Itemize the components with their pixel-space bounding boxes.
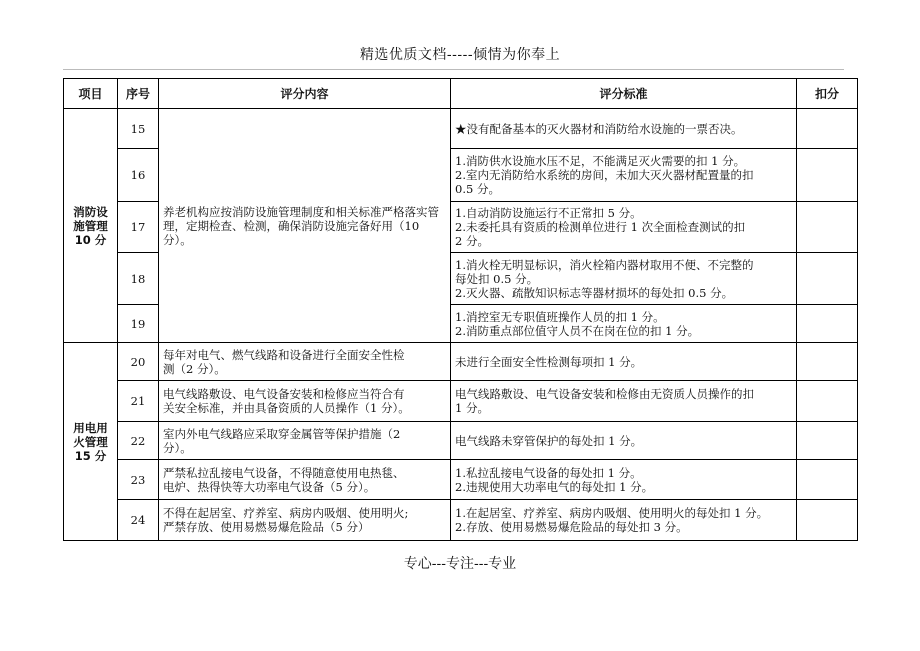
table-row [64, 422, 858, 460]
content-cell: 电气线路敷设、电气设备安装和检修应当符合有 关安全标准，并由具备资质的人员操作（1 分）。 [159, 381, 451, 422]
standard-cell: 1.在起居室、疗养室、病房内吸烟、使用明火的每处扣 1 分。 2.存放、使用易燃易爆危险品的每处扣 3 分。 [451, 500, 797, 541]
deduction-cell[interactable] [797, 422, 858, 460]
header-number: 序号 [118, 79, 159, 109]
header-category: 项目 [64, 79, 118, 109]
header-deduction: 扣分 [797, 79, 858, 109]
deduction-cell[interactable] [797, 202, 858, 253]
standard-cell: 1.自动消防设施运行不正常扣 5 分。 2.未委托具有资质的检测单位进行 1 次全面检查测试的扣 2 分。 [451, 202, 797, 253]
row-number: 24 [118, 500, 159, 541]
deduction-cell[interactable] [797, 305, 858, 343]
scoring-table [63, 78, 858, 541]
category-cell-electricity: 用电用 火管理 15 分 [64, 343, 118, 541]
page-header: 精选优质文档-----倾情为你奉上 [359, 47, 561, 63]
table-row [64, 500, 858, 541]
deduction-cell[interactable] [797, 149, 858, 202]
deduction-cell[interactable] [797, 343, 858, 381]
row-number: 20 [118, 343, 159, 381]
table-row [64, 343, 858, 381]
deduction-cell[interactable] [797, 500, 858, 541]
header-standard: 评分标准 [451, 79, 797, 109]
deduction-cell[interactable] [797, 381, 858, 422]
row-number: 16 [118, 149, 159, 202]
deduction-cell[interactable] [797, 109, 858, 149]
row-number: 21 [118, 381, 159, 422]
row-number: 18 [118, 253, 159, 305]
header-content: 评分内容 [159, 79, 451, 109]
standard-cell: 电气线路敷设、电气设备安装和检修由无资质人员操作的扣 1 分。 [451, 381, 797, 422]
table-row [64, 460, 858, 500]
header-rule [63, 69, 844, 70]
standard-cell: 电气线路未穿管保护的每处扣 1 分。 [451, 422, 797, 460]
content-cell: 不得在起居室、疗养室、病房内吸烟、使用明火; 严禁存放、使用易燃易爆危险品（5 分） [159, 500, 451, 541]
category-cell-fire-facilities: 消防设 施管理 10 分 [64, 109, 118, 343]
content-cell: 每年对电气、燃气线路和设备进行全面安全性检 测（2 分）。 [159, 343, 451, 381]
content-cell: 室内外电气线路应采取穿金属管等保护措施（2 分）。 [159, 422, 451, 460]
table-row [64, 381, 858, 422]
deduction-cell[interactable] [797, 253, 858, 305]
content-cell: 严禁私拉乱接电气设备，不得随意使用电热毯、 电炉、热得快等大功率电气设备（5 分）。 [159, 460, 451, 500]
page-footer: 专心---专注---专业 [403, 556, 517, 572]
row-number: 17 [118, 202, 159, 253]
row-number: 19 [118, 305, 159, 343]
standard-cell: 1.私拉乱接电气设备的每处扣 1 分。 2.违规使用大功率电气的每处扣 1 分。 [451, 460, 797, 500]
row-number: 23 [118, 460, 159, 500]
content-cell-fire-facilities: 养老机构应按消防设施管理制度和相关标准严格落实管理，定期检查、检测，确保消防设施完备好用（10 分）。 [159, 109, 451, 343]
standard-cell: 未进行全面安全性检测每项扣 1 分。 [451, 343, 797, 381]
standard-cell: ★没有配备基本的灭火器材和消防给水设施的一票否决。 [451, 109, 797, 149]
row-number: 15 [118, 109, 159, 149]
standard-cell: 1.消火栓无明显标识，消火栓箱内器材取用不便、不完整的 每处扣 0.5 分。 2.灭火器、疏散知识标志等器材损坏的每处扣 0.5 分。 [451, 253, 797, 305]
standard-cell: 1.消控室无专职值班操作人员的扣 1 分。 2.消防重点部位值守人员不在岗在位的扣 1 分。 [451, 305, 797, 343]
standard-cell: 1.消防供水设施水压不足，不能满足灭火需要的扣 1 分。 2.室内无消防给水系统的房间，未加大灭火器材配置量的扣 0.5 分。 [451, 149, 797, 202]
table-row [64, 109, 858, 149]
deduction-cell[interactable] [797, 460, 858, 500]
row-number: 22 [118, 422, 159, 460]
table-header-row [64, 79, 858, 109]
